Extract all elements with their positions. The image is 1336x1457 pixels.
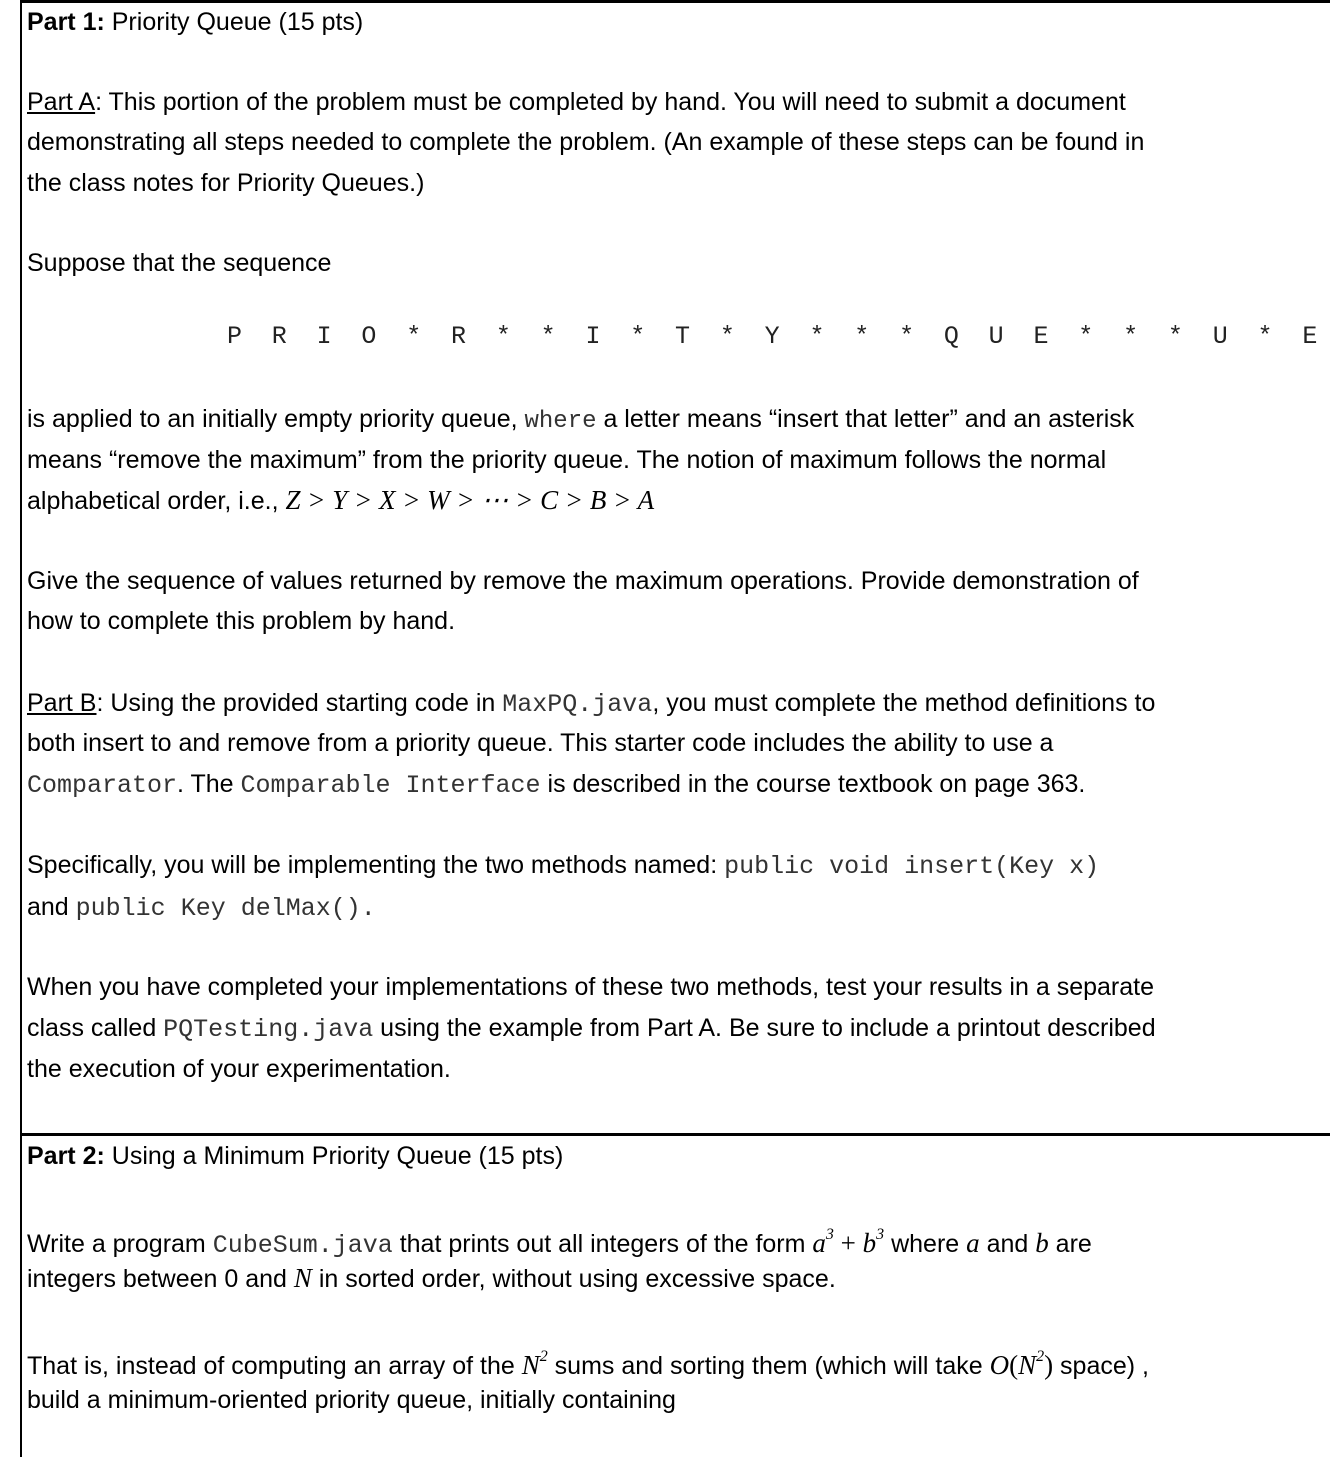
give-line2: how to complete this problem by hand. [27, 607, 456, 635]
alphabet-order-expression: Z > Y > X > W > ⋯ > C > B > A [285, 485, 655, 515]
partB-line2: both insert to and remove from a priority queue. This starter code includes the ability to use a [27, 729, 1054, 757]
part2-text-3a: That is, instead of computing an array of the [27, 1352, 522, 1380]
cube-exponent-a: 3 [825, 1226, 834, 1243]
partA-line3: the class notes for Priority Queues.) [27, 169, 425, 197]
partB-label: Part B [27, 689, 97, 717]
part2-and: and [979, 1230, 1036, 1258]
squared-exponent: 2 [539, 1348, 548, 1365]
when-line1: When you have completed your implementations of these two methods, test your results in a separate [27, 973, 1154, 1001]
applied-where: where [524, 408, 597, 435]
part2-text-3c: space) , [1053, 1352, 1149, 1380]
part2-heading [27, 1136, 563, 1177]
insert-method-signature: public void insert(Key x) [724, 852, 1100, 881]
spec-text: Specifically, you will be implementing the two methods named: [27, 851, 725, 879]
var-a-2: a [966, 1228, 980, 1258]
spec-line1 [27, 845, 1099, 888]
applied-line3 [27, 480, 654, 522]
partB-text-1a: : Using the provided starting code in [96, 689, 503, 717]
formula-a [812, 1228, 834, 1258]
when-text-2b: using the example from Part A. Be sure to include a printout described [373, 1014, 1156, 1042]
cube-exponent-b: 3 [876, 1226, 885, 1243]
maxpq-filename: MaxPQ.java [502, 690, 653, 719]
part2-heading-text: Using a Minimum Priority Queue (15 pts) [104, 1142, 564, 1170]
partB-text-3a: . The [177, 770, 241, 798]
var-N: N [293, 1263, 312, 1293]
big-O-expression: $O(N^2)$ [989, 1348, 1054, 1380]
var-a: a [812, 1228, 826, 1258]
part2-text-2a: integers between 0 and [27, 1265, 294, 1293]
operation-sequence: P R I O * R * * I * T * Y * * * Q U E * * * U * E [227, 322, 1325, 351]
part2-where: where [884, 1230, 967, 1258]
partB-line3 [27, 764, 1085, 807]
partB-line1 [27, 683, 1155, 726]
when-line3: the execution of your experimentation. [27, 1055, 451, 1083]
part2-text-1b: that prints out all integers of the form [392, 1230, 813, 1258]
partB-text-1b: , you must complete the method definitions to [652, 689, 1156, 717]
partA-label: Part A [27, 88, 96, 116]
part2-are: are [1048, 1230, 1092, 1258]
formula-b [863, 1228, 885, 1258]
cubesum-filename: CubeSum.java [212, 1231, 393, 1260]
var-N-3: N [1018, 1350, 1037, 1380]
applied-line2: means “remove the maximum” from the priority queue. The notion of maximum follows the normal [27, 446, 1107, 474]
partA-line1 [27, 82, 1126, 123]
N-squared [522, 1350, 548, 1380]
part1-heading-text: Priority Queue (15 pts) [104, 8, 364, 36]
give-line1: Give the sequence of values returned by remove the maximum operations. Provide demonstration of [27, 567, 1139, 595]
left-rule [20, 0, 22, 1457]
part2-line2 [27, 1258, 836, 1300]
suppose-text: Suppose that the sequence [27, 249, 332, 277]
applied-text-3a: alphabetical order, i.e., [27, 487, 286, 515]
delmax-method-signature: public Key delMax(). [75, 894, 376, 923]
big-O: O [989, 1350, 1010, 1380]
partA-line2: demonstrating all steps needed to complete the problem. (An example of these steps can be found in [27, 128, 1145, 156]
spec-and: and [27, 893, 76, 921]
comparable-interface-code: Comparable Interface [240, 771, 541, 800]
when-line2 [27, 1008, 1156, 1051]
part2-text-2b: in sorted order, without using excessive space. [311, 1265, 836, 1293]
applied-line1 [27, 399, 1134, 443]
pqtesting-filename: PQTesting.java [163, 1015, 374, 1044]
partB-text-3b: is described in the course textbook on page 363. [540, 770, 1086, 798]
part1-heading-label: Part 1: [27, 8, 105, 36]
var-N-2: N [521, 1350, 540, 1380]
part2-text-1a: Write a program [27, 1230, 213, 1258]
spec-line2 [27, 887, 376, 930]
applied-text-a: is applied to an initially empty priority queue, [27, 405, 518, 433]
comparator-code: Comparator [27, 771, 178, 800]
partA-text-1: : This portion of the problem must be completed by hand. You will need to submit a document [95, 88, 1126, 116]
part1-heading [27, 2, 363, 43]
var-b: b [862, 1228, 877, 1258]
applied-text-c: a letter means “insert that letter” and an asterisk [596, 405, 1135, 433]
var-b-2: b [1035, 1228, 1049, 1258]
squared-exponent-2: 2 [1036, 1348, 1045, 1365]
part2-text-3b: sums and sorting them (which will take [547, 1352, 990, 1380]
part2-line4: build a minimum-oriented priority queue, initially containing [27, 1386, 676, 1414]
part2-heading-label: Part 2: [27, 1142, 105, 1170]
plus-sign: + [833, 1228, 863, 1258]
when-text-2a: class called [27, 1014, 164, 1042]
